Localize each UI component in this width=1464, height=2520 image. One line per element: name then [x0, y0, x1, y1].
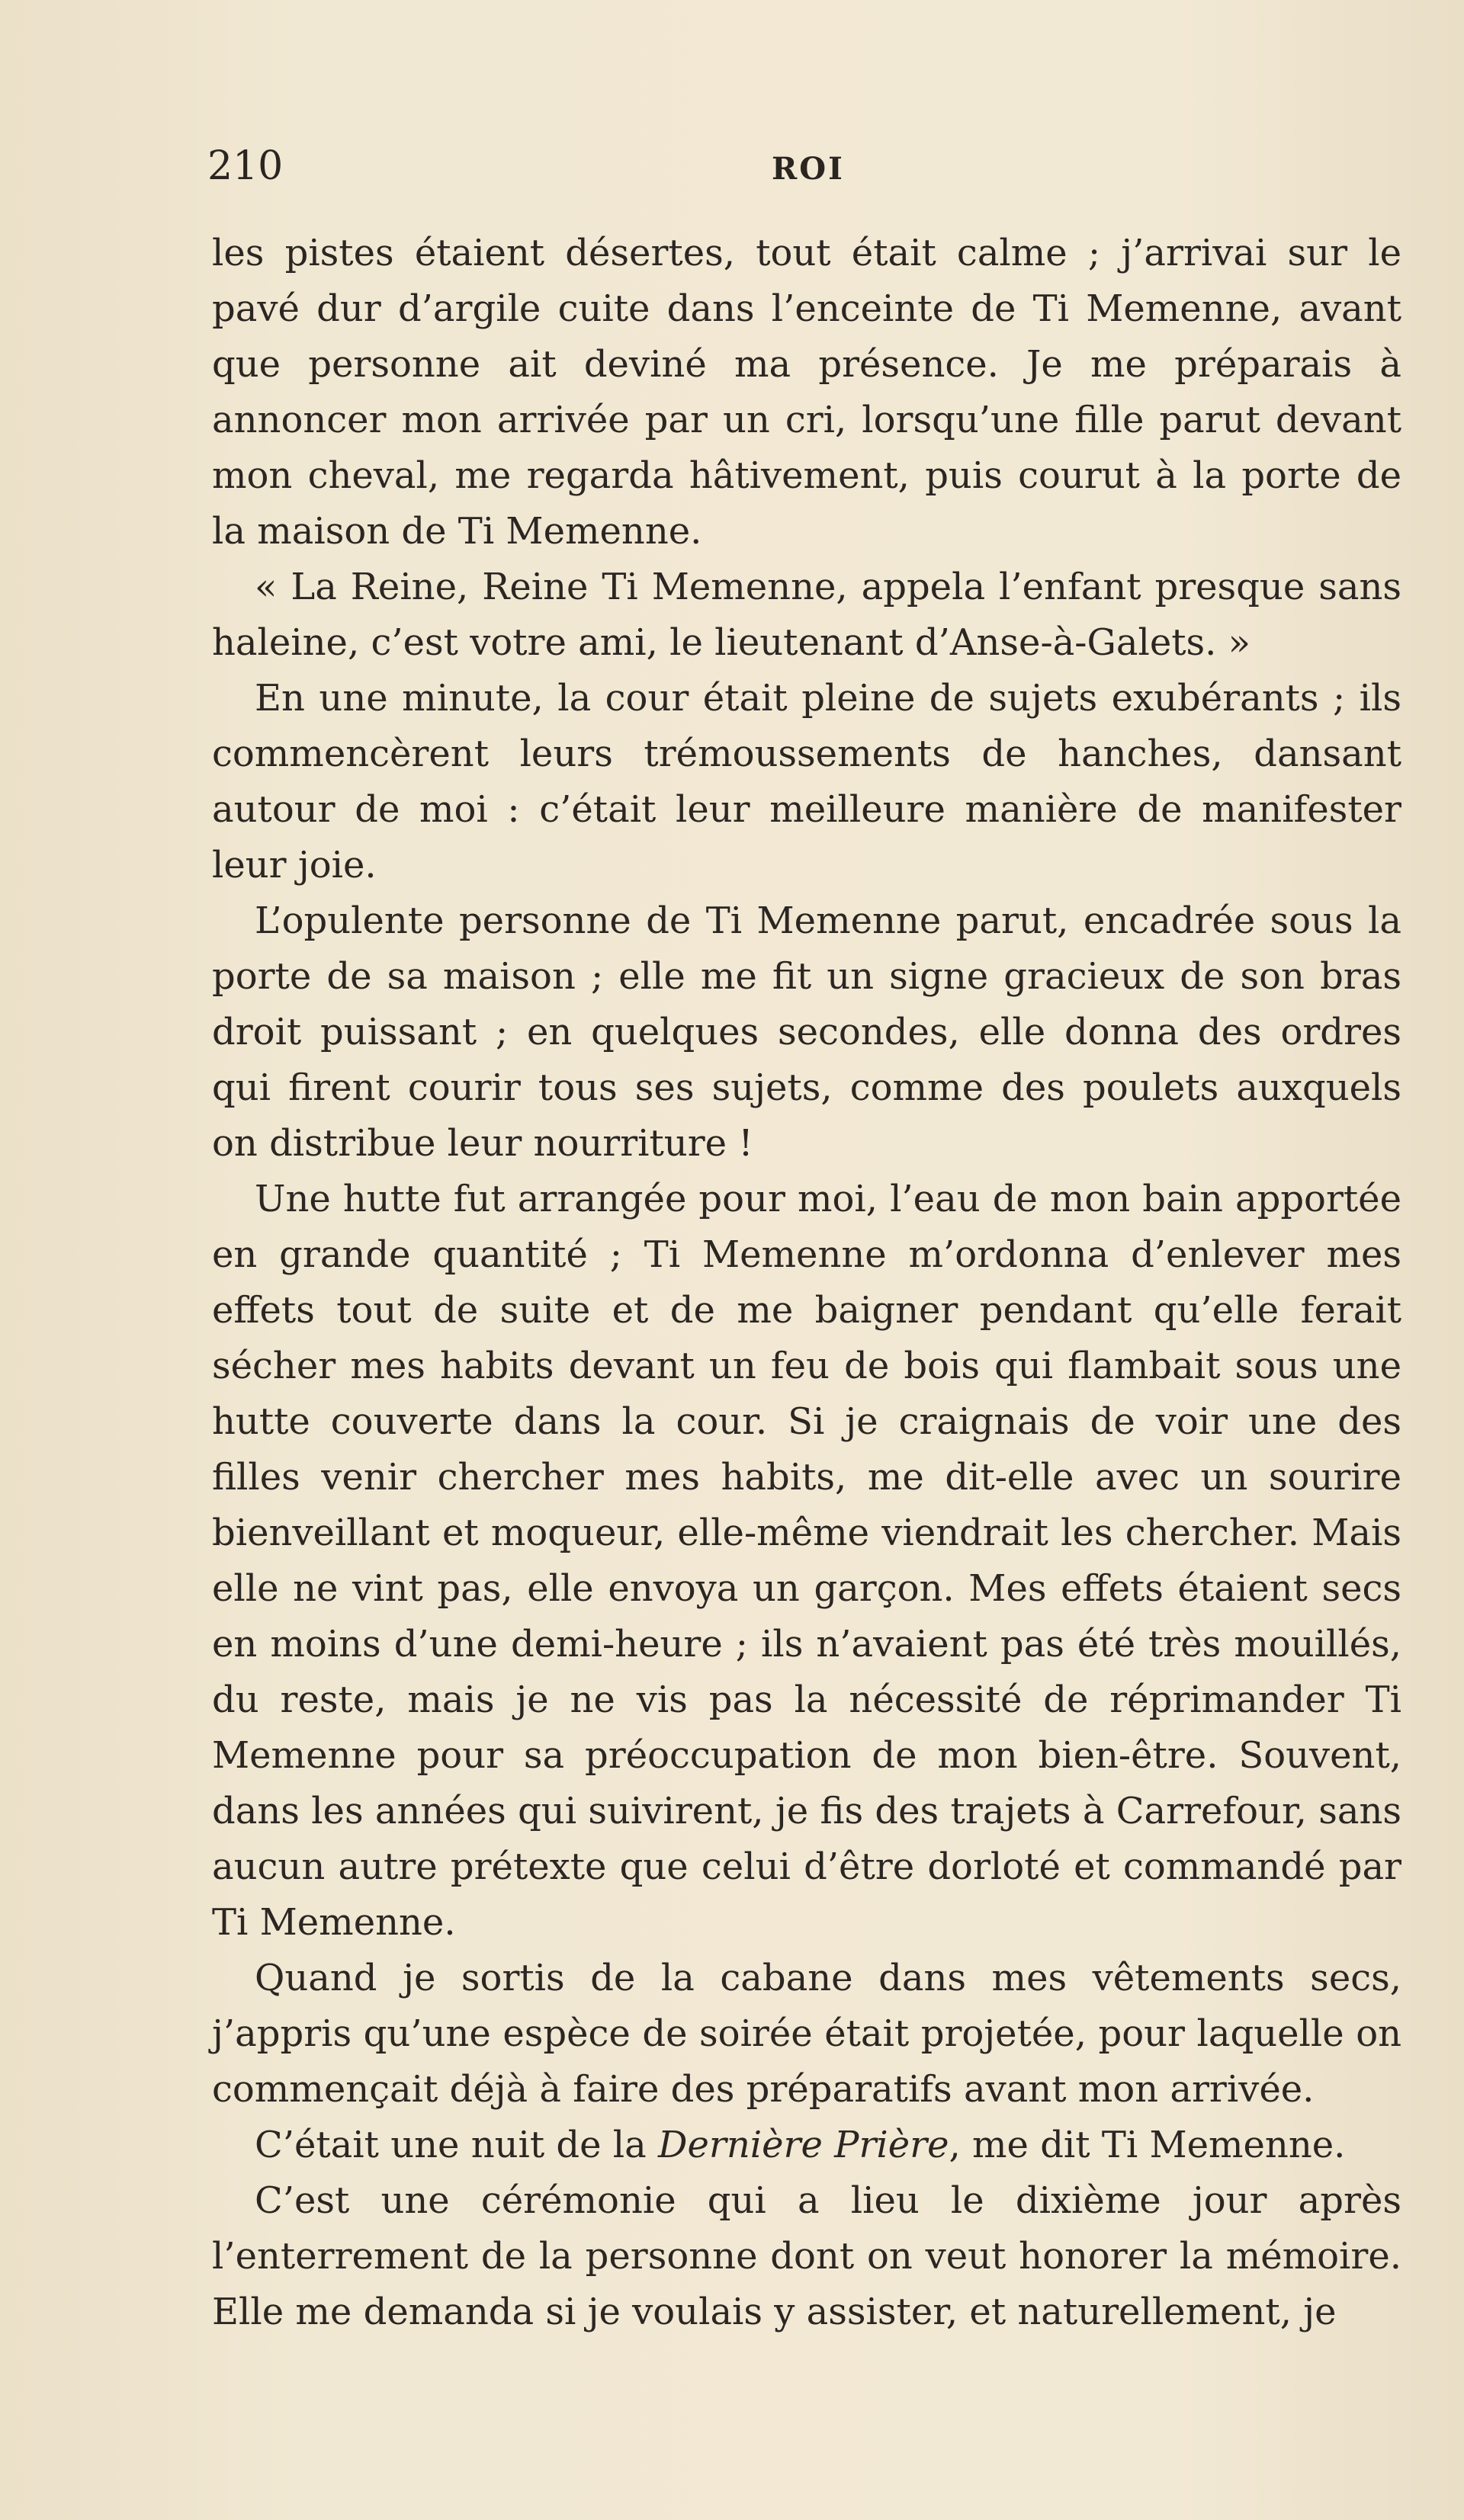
- paragraph-8: C’est une cérémonie qui a lieu le dixième jour après l’enterrement de la personne dont on veut honorer la mémoire. Elle me demanda si je voulais y assister, et naturellement, je: [212, 2179, 1401, 2333]
- running-title: ROI: [772, 151, 845, 187]
- body-text: [212, 226, 1401, 2340]
- paragraph-7-italic-title: Dernière Prière: [658, 2124, 949, 2166]
- paragraph-7-text-end: , me dit Ti Memenne.: [949, 2124, 1346, 2166]
- paragraph-2: « La Reine, Reine Ti Memenne, appela l’enfant presque sans haleine, c’est votre ami, le lieutenant d’Anse-à-Galets. »: [212, 566, 1401, 664]
- paragraph-1: les pistes étaient désertes, tout était calme ; j’arrivai sur le pavé dur d’argile cuite dans l’enceinte de Ti Memenne, avant que personne ait deviné ma présence. Je me préparais à annoncer mon arrivée par un cri, lorsqu’une fille parut devant mon cheval, me regarda hâtivement, puis courut à la porte de la maison de Ti Memenne.: [212, 232, 1401, 553]
- page-number: 210: [207, 143, 284, 189]
- paragraph-5: Une hutte fut arrangée pour moi, l’eau de mon bain apportée en grande quantité ; Ti Memenne m’ordonna d’enlever mes effets tout de suite et de me baigner pendant qu’elle ferait sécher mes habits devant un feu de bois qui flambait sous une hutte couverte dans la cour. Si je craignais de voir une des filles venir chercher mes habits, me dit-elle avec un sourire bienveillant et moqueur, elle-même viendrait les chercher. Mais elle ne vint pas, elle envoya un garçon. Mes effets étaient secs en moins d’une demi-heure ; ils n’avaient pas été très mouillés, du reste, mais je ne vis pas la nécessité de réprimander Ti Memenne pour sa préoccupation de mon bien-être. Souvent, dans les années qui suivirent, je fis des trajets à Carrefour, sans aucun autre prétexte que celui d’être dorloté et commandé par Ti Memenne.: [212, 1178, 1401, 1944]
- paragraph-7-text-start: C’était une nuit de la: [255, 2124, 659, 2166]
- paragraph-3: En une minute, la cour était pleine de sujets exubérants ; ils commencèrent leurs trémoussements de hanches, dansant autour de moi : c’était leur meilleure manière de manifester leur joie.: [212, 677, 1401, 886]
- page-header: [207, 143, 1397, 204]
- paragraph-6: Quand je sortis de la cabane dans mes vêtements secs, j’appris qu’une espèce de soirée était projetée, pour laquelle on commençait déjà à faire des préparatifs avant mon arrivée.: [212, 1957, 1401, 2111]
- paragraph-7: [212, 2118, 1401, 2173]
- paragraph-4: L’opulente personne de Ti Memenne parut, encadrée sous la porte de sa maison ; elle me fit un signe gracieux de son bras droit puissant ; en quelques secondes, elle donna des ordres qui firent courir tous ses sujets, comme des poulets auxquels on distribue leur nourriture !: [212, 899, 1401, 1165]
